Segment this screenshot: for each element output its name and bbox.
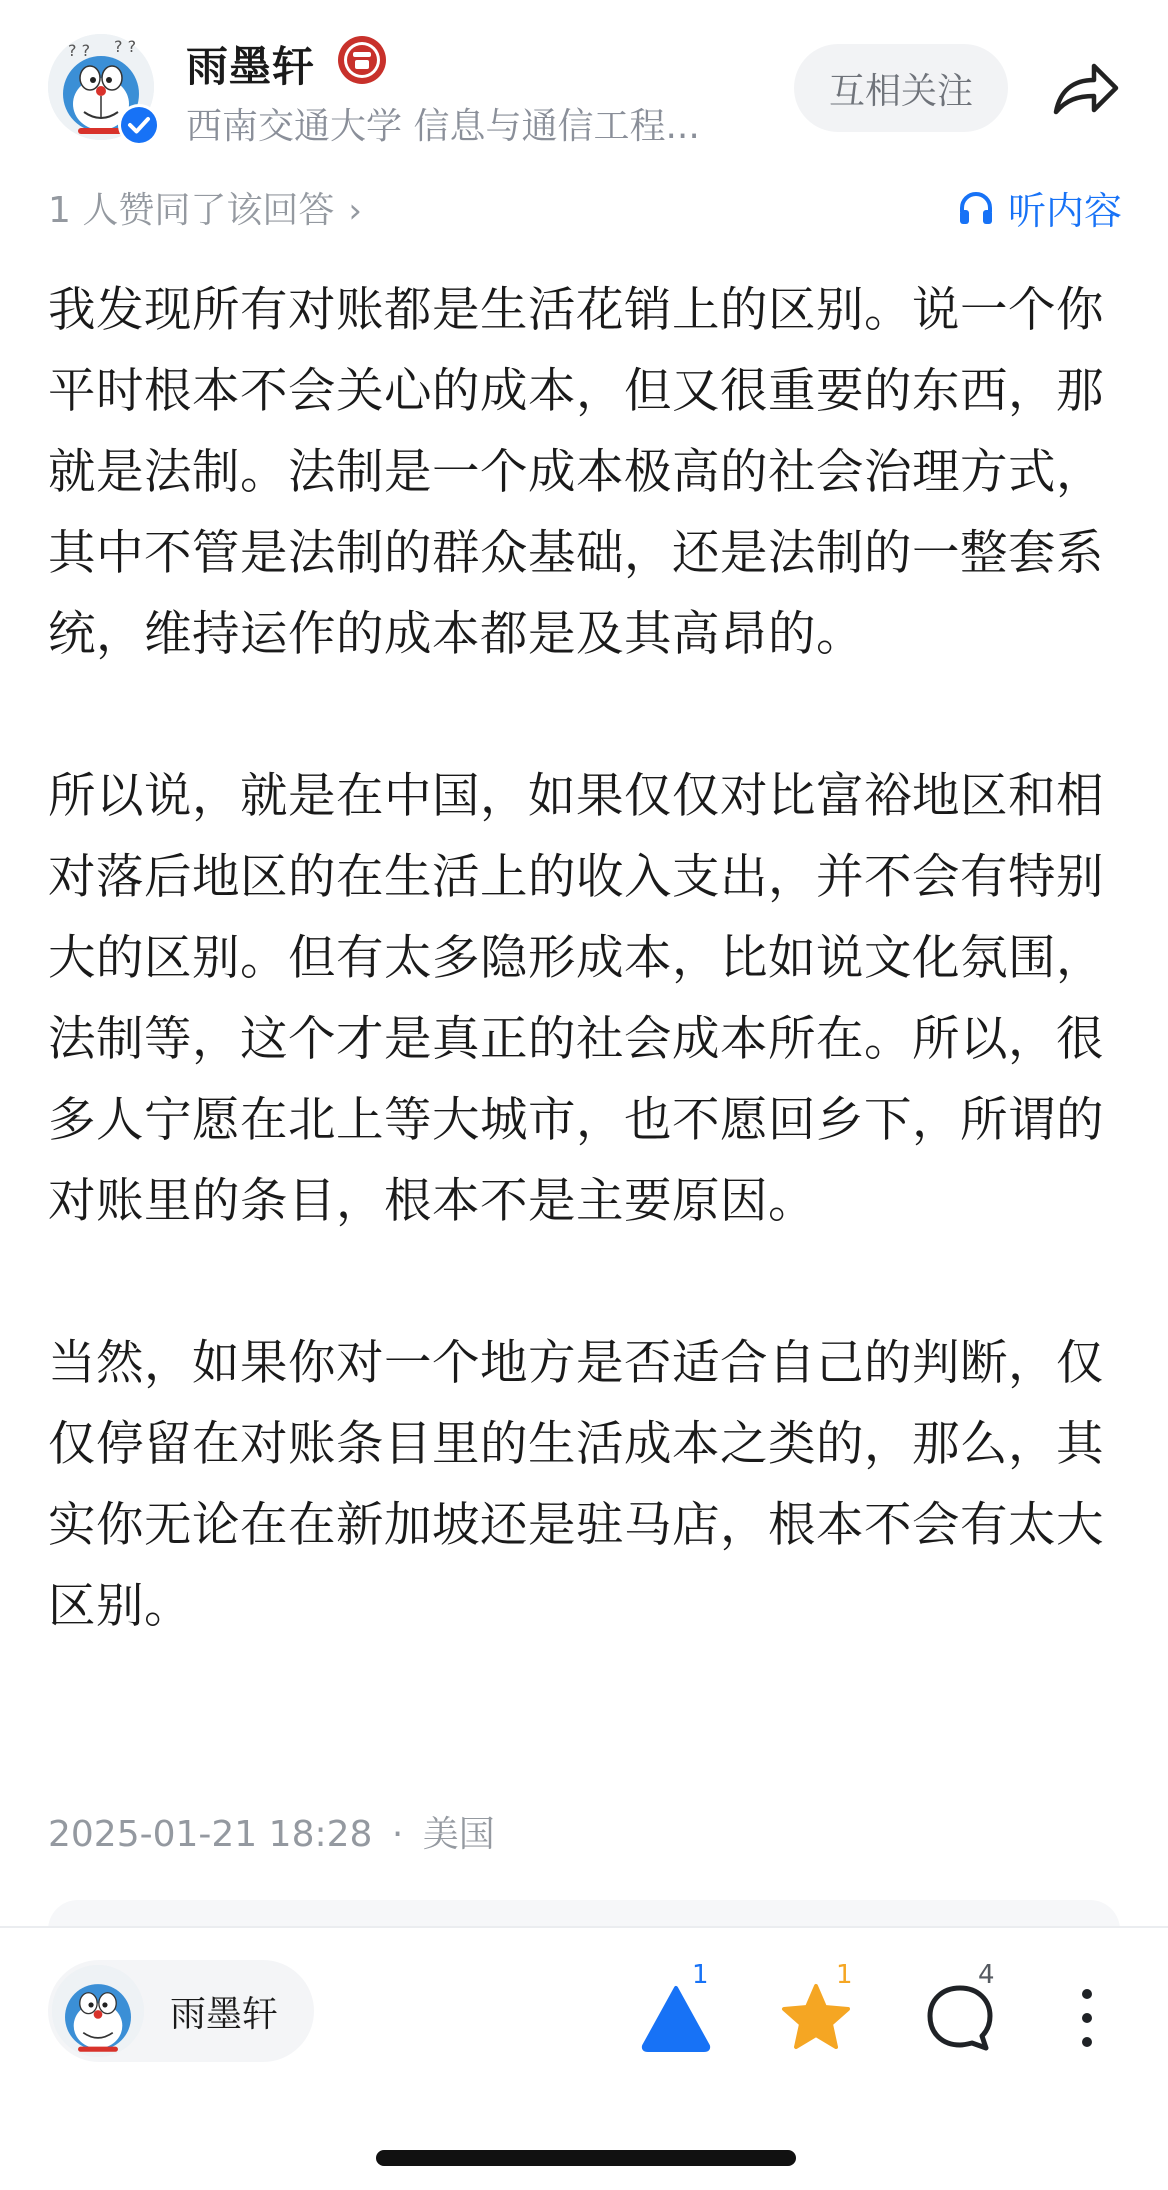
author-chip[interactable] [48,1960,314,2062]
favorite-button[interactable] [776,1960,866,2062]
upvote-summary[interactable] [48,182,362,233]
timestamp: 2025-01-21 18:28 [48,1814,373,1855]
answer-header [0,0,1168,170]
upvote-icon [636,1978,716,2058]
verified-icon [118,104,160,146]
upvote-summary-text: 1 人赞同了该回答 [48,190,335,231]
answer-meta [48,1806,495,1857]
author-chip-name: 雨墨轩 [170,1993,279,2035]
more-button[interactable] [1062,1972,1112,2062]
upvote-count: 1 [692,1960,709,1990]
svg-text:? ?: ? ? [68,41,91,60]
badge-icon [336,34,388,86]
ip-location: 美国 [422,1814,495,1855]
more-icon [1062,1978,1112,2058]
comment-icon [920,1978,1000,2058]
follow-button[interactable]: 互相关注 [794,44,1008,132]
comment-count: 4 [978,1960,995,1990]
paragraph: 我发现所有对账都是生活花销上的区别。说一个你平时根本不会关心的成本，但又很重要的东西，那就是法制。法制是一个成本极高的社会治理方式，其中不管是法制的群众基础，还是法制的一整套系统，维持运作的成本都是及其高昂的。 [48,283,1104,662]
headphones-icon [956,188,996,228]
paragraph: 当然，如果你对一个地方是否适合自己的判断，仅仅停留在对账条目里的生活成本之类的，那么，其实你无论在在新加坡还是驻马店，根本不会有太大区别。 [48,1336,1104,1634]
listen-label: 听内容 [1008,189,1123,233]
answer-body [48,270,1128,1647]
author-description: 西南交通大学 信息与通信工程... [186,106,700,147]
upvote-button[interactable] [636,1960,726,2062]
comment-button[interactable] [920,1960,1010,2062]
chevron-right-icon: › [348,191,362,231]
author-avatar-small [52,1965,144,2057]
listen-button[interactable] [956,180,1122,235]
favorite-count: 1 [836,1960,853,1990]
star-icon [776,1978,856,2058]
svg-text:? ?: ? ? [114,37,137,56]
share-icon[interactable] [1050,56,1122,120]
author-name[interactable]: 雨墨轩 [186,42,316,91]
paragraph: 所以说，就是在中国，如果仅仅对比富裕地区和相对落后地区的在生活上的收入支出，并不会有特别大的区别。但有太多隐形成本，比如说文化氛围，法制等，这个才是真正的社会成本所在。所以，很多人宁愿在北上等大城市，也不愿回乡下，所谓的对账里的条目，根本不是主要原因。 [48,769,1104,1229]
meta-separator: · [391,1814,404,1855]
home-indicator[interactable] [376,2150,796,2166]
